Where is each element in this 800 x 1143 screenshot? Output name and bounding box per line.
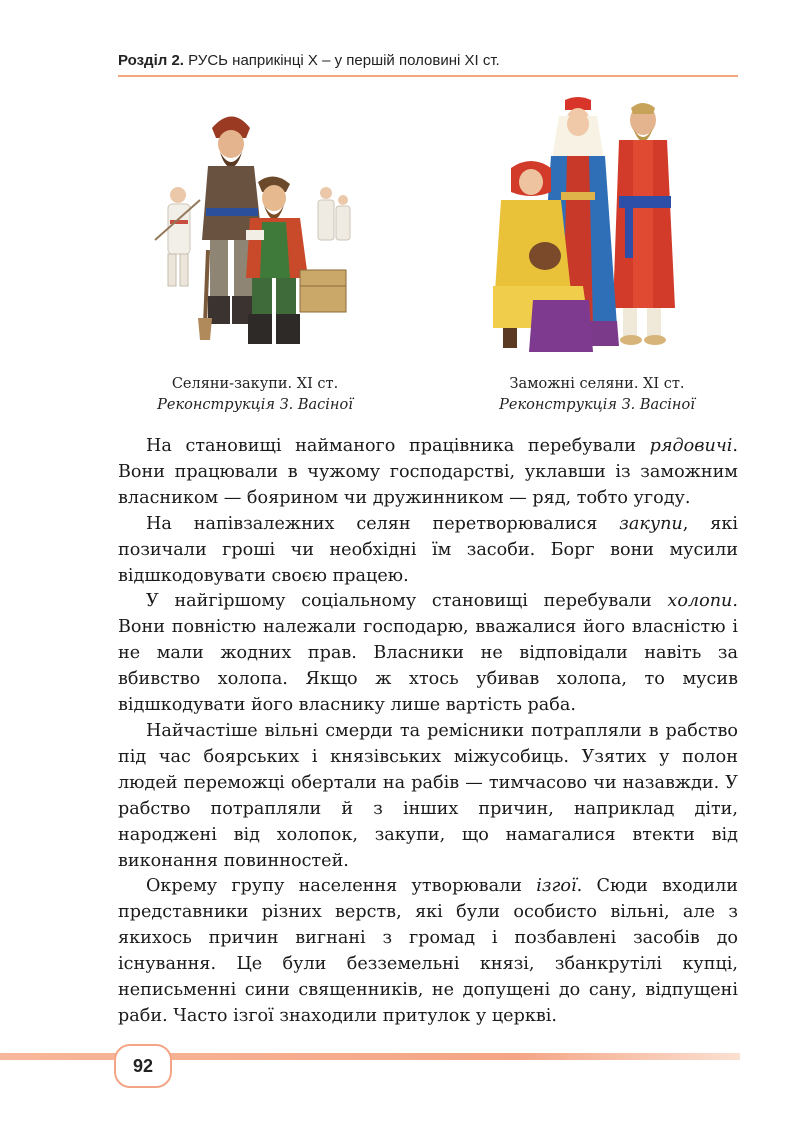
page-number: 92 [132, 1055, 154, 1076]
header-rule [118, 75, 738, 77]
body-text [118, 434, 738, 1030]
section-label: Розділ 2. [118, 52, 184, 69]
paragraph: Окрему групу населення утворювали ізгої. Сюди входили представники різних верств, які були особисто вільні, але з якихось причин вигнані з громад і позбавлені засобів до існування. Це були безземельні князі, збанкрутілі купці, неписьменні сини священників, не допущені до сану, відпущені раби. Часто ізгої знаходили притулок у церкві. [118, 876, 738, 1026]
key-term: холопи [667, 591, 733, 612]
figure-caption-2 [477, 374, 717, 416]
paragraph: У найгіршому соціальному становищі перебували холопи. Вони повністю належали господарю, вважалися його власністю і не мали жодних прав. Власники не відповідали навіть за вбивство холопа. Якщо ж хтось убивав холопа, то мусив відшкодувати його власнику лише вартість раба. [118, 591, 738, 716]
background-figure-left [155, 187, 200, 286]
key-term: рядовичі [649, 436, 733, 456]
page-number-badge [114, 1044, 172, 1088]
caption-title: Заможні селяни. ХІ ст. [509, 376, 685, 392]
key-term: ізгої [536, 876, 577, 897]
background-figures-right [318, 187, 350, 240]
chapter-title: РУСЬ наприкінці Х – у першій половині ХІ ст. [188, 52, 500, 69]
paragraph: На напівзалежних селян перетворювалися закупи, які позичали гроші чи необхідні їм засоби. Борг вони мусили відшкодовувати своєю працею. [118, 513, 738, 586]
illustration-wealthy-peasants [493, 96, 693, 364]
caption-title: Селяни-закупи. ХІ ст. [171, 376, 339, 392]
caption-credit: Реконструкція З. Васіної [157, 397, 353, 413]
footer-bar [0, 1053, 740, 1060]
running-header [118, 52, 738, 69]
paragraph: На становищі найманого працівника перебували рядовичі. Вони працювали в чужому господарстві, уклавши із заможним власником — боярином чи дружинником — ряд, тобто угоду. [118, 436, 738, 508]
paragraph: Найчастіше вільні смерди та ремісники потрапляли в рабство під час боярських і князівських міжусобиць. Узятих у полон людей переможці обертали на рабів — тимчасово чи назавжди. У рабство потрапляли й з інших причин, наприклад діти, народжені від холопок, закупи, що намагалися втекти від виконання повинностей. [118, 720, 738, 871]
key-term: закупи [619, 513, 683, 534]
man-in-red-coat [613, 103, 675, 345]
caption-credit: Реконструкція З. Васіної [499, 397, 695, 413]
illustration-peasants-zakupy [150, 100, 360, 365]
figure-caption-1 [135, 374, 375, 416]
